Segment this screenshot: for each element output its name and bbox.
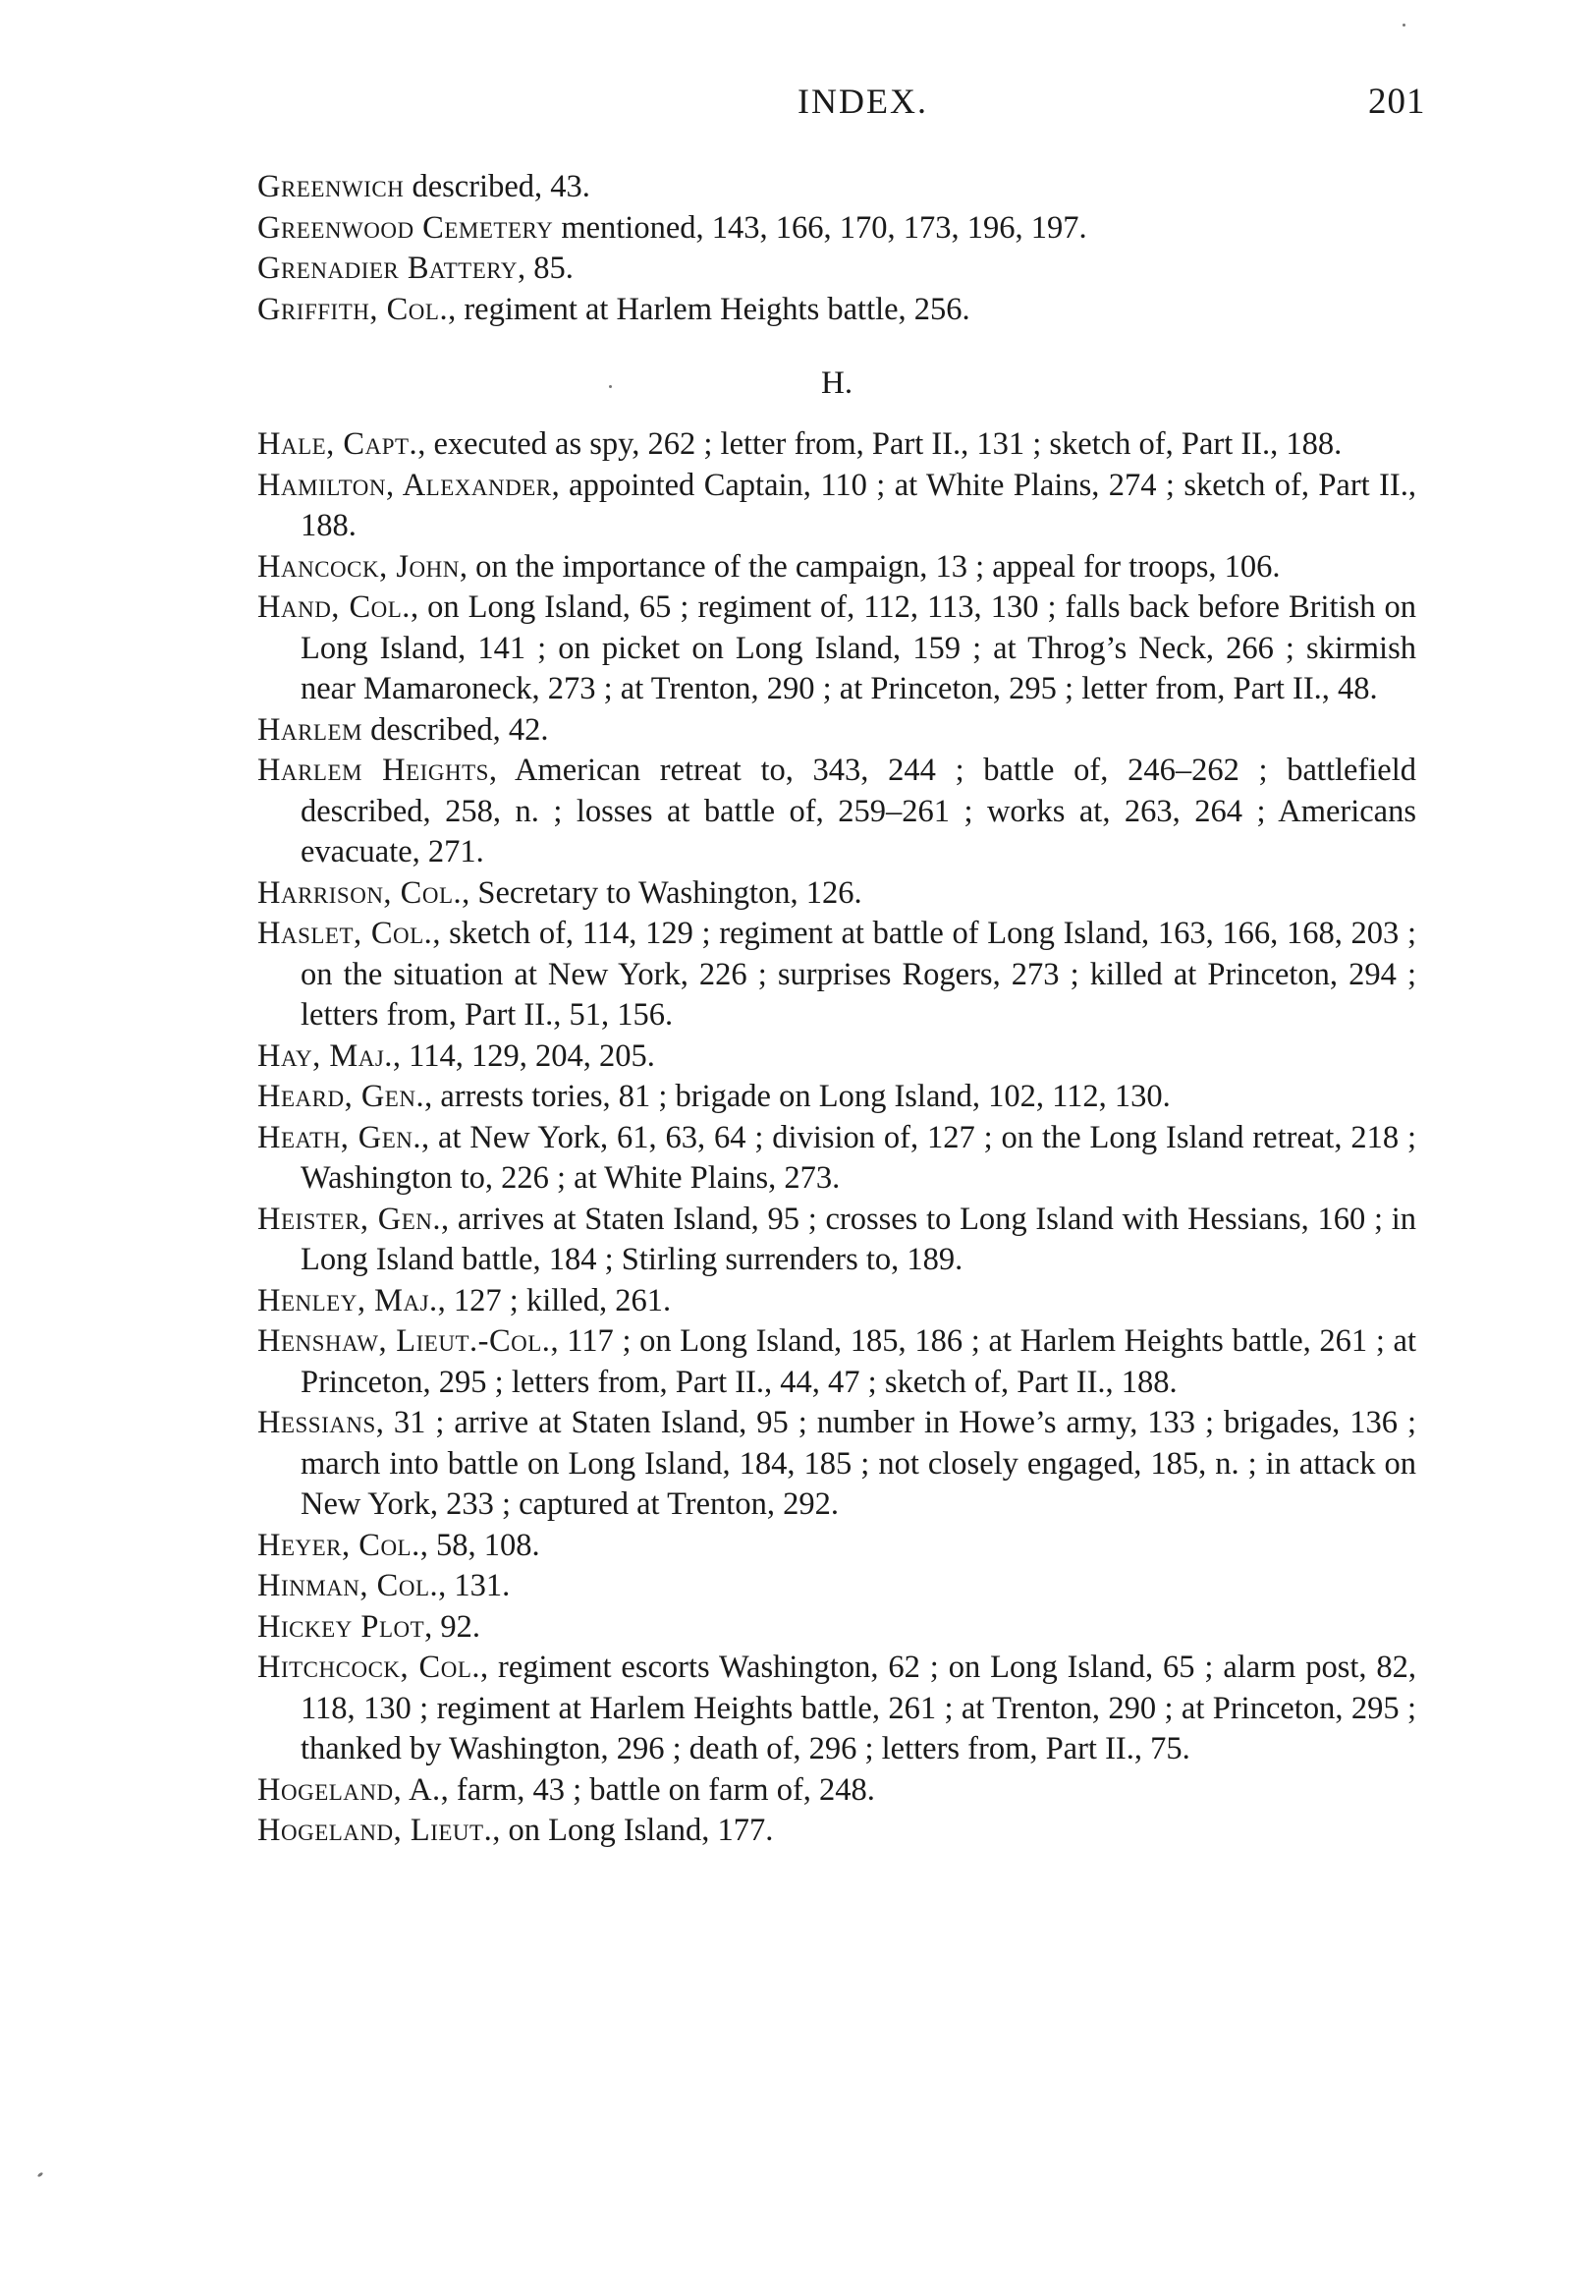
index-entry	[257, 208, 1416, 250]
entry-heading: Hamilton, Alexander	[257, 467, 552, 503]
index-entry	[257, 547, 1416, 588]
entry-heading: Heath, Gen.	[257, 1119, 422, 1155]
entry-heading: Hinman, Col.	[257, 1568, 439, 1603]
index-entry	[257, 1077, 1416, 1118]
entry-heading: Harlem	[257, 711, 362, 748]
index-entry	[257, 710, 1416, 752]
entry-text: mentioned, 143, 166, 170, 173, 196, 197.	[553, 209, 1087, 246]
entry-text: , 114, 129, 204, 205.	[392, 1037, 655, 1074]
entry-text: , on the importance of the campaign, 13 ; appeal for troops, 106.	[459, 548, 1281, 585]
paper-speck	[1403, 24, 1405, 27]
entry-heading: Griffith, Col.	[257, 291, 449, 327]
index-entry	[257, 290, 1416, 331]
entry-text: , 85.	[517, 251, 574, 286]
entry-text: , 92.	[424, 1608, 481, 1645]
entry-heading: Henshaw, Lieut.-Col.	[257, 1323, 551, 1359]
entry-text: , on Long Island, 65 ; regiment of, 112, 113, 130 ; falls back before British on Long Island, 141 ; on picket on Long Island, 159 ; at Throg’s Neck, 266 ; skirmish near Mamaroneck, 273 ; at Trenton, 290 ; at Princeton, 295 ; letter from, Part II., 48.	[301, 589, 1417, 706]
entry-text: , 131.	[438, 1568, 511, 1603]
index-entry	[257, 1403, 1416, 1526]
entry-text: , 127 ; killed, 261.	[437, 1282, 672, 1318]
entry-text: , on Long Island, 177.	[492, 1813, 774, 1848]
index-entry	[257, 1200, 1416, 1281]
entry-text: , 58, 108.	[419, 1527, 540, 1563]
section-letter: H.	[821, 365, 853, 401]
index-entry	[257, 1526, 1416, 1567]
entry-heading: Heister, Gen.	[257, 1201, 442, 1237]
entry-text: , 117 ; on Long Island, 185, 186 ; at Harlem Heights battle, 261 ; at Princeton, 295 ; letters from, Part II., 44, 47 ; sketch of, Part II., 188.	[301, 1323, 1417, 1400]
entry-heading: Hay, Maj.	[257, 1037, 393, 1074]
paper-speck	[609, 385, 612, 388]
index-entry	[257, 751, 1416, 873]
entry-text: , sketch of, 114, 129 ; regiment at battle of Long Island, 163, 166, 168, 203 ; on the situation at New York, 226 ; surprises Rogers, 273 ; killed at Princeton, 294 ; letters from, Part II., 51, 156.	[301, 916, 1416, 1033]
index-entry	[257, 466, 1416, 547]
index-entries-h	[257, 424, 1416, 1852]
entry-text: , American retreat to, 343, 244 ; battle of, 246–262 ; battlefield described, 258, n. ; losses at battle of, 259–261 ; works at, 263, 264 ; Americans evacuate, 271.	[301, 753, 1416, 869]
entry-text: , arrests tories, 81 ; brigade on Long Island, 102, 112, 130.	[424, 1079, 1171, 1114]
entry-text: , regiment at Harlem Heights battle, 256.	[448, 291, 970, 327]
entry-heading: Greenwood Cemetery	[257, 209, 554, 246]
entry-heading: Hickey Plot	[257, 1608, 425, 1645]
index-entry	[257, 1321, 1416, 1403]
index-entry	[257, 1648, 1416, 1770]
entry-heading: Hitchcock, Col.	[257, 1650, 481, 1685]
index-entry	[257, 249, 1416, 290]
index-entry	[257, 873, 1416, 915]
running-head	[0, 81, 1596, 130]
entry-text: , 31 ; arrive at Staten Island, 95 ; number in Howe’s army, 133 ; brigades, 136 ; march into battle on Long Island, 184, 185 ; not closely engaged, 185, n. ; in attack on New York, 233 ; captured at Trenton, 292.	[301, 1405, 1416, 1522]
entry-text: , arrives at Staten Island, 95 ; crosses to Long Island with Hessians, 160 ; in Long Island battle, 184 ; Stirling surrenders to, 189.	[301, 1201, 1416, 1277]
entry-heading: Grenadier Battery	[257, 251, 518, 286]
entry-heading: Hogeland, A.	[257, 1771, 441, 1808]
index-entry	[257, 424, 1416, 466]
index-entry	[257, 1566, 1416, 1607]
entry-heading: Hessians	[257, 1405, 376, 1440]
entry-text: described, 43.	[404, 169, 590, 204]
index-entry	[257, 1036, 1416, 1078]
entry-heading: Henley, Maj.	[257, 1282, 438, 1318]
entry-heading: Hogeland, Lieut.	[257, 1813, 493, 1848]
index-entry	[257, 914, 1416, 1036]
entry-text: , regiment escorts Washington, 62 ; on Long Island, 65 ; alarm post, 82, 118, 130 ; regiment at Harlem Heights battle, 261 ; at Trenton, 290 ; at Princeton, 295 ; thanked by Washington, 296 ; death of, 296 ; letters from, Part II., 75.	[301, 1650, 1417, 1766]
entry-text: , at New York, 61, 63, 64 ; division of, 127 ; on the Long Island retreat, 218 ; Washington to, 226 ; at White Plains, 273.	[301, 1119, 1417, 1196]
index-entry	[257, 167, 1416, 208]
running-title: INDEX.	[798, 82, 928, 121]
entry-text: , farm, 43 ; battle on farm of, 248.	[440, 1771, 875, 1808]
index-entry	[257, 1118, 1416, 1200]
index-entry	[257, 1607, 1416, 1649]
entry-heading: Harrison, Col.	[257, 874, 463, 911]
entry-heading: Heard, Gen.	[257, 1079, 425, 1114]
paper-speck	[37, 2172, 44, 2178]
entry-heading: Heyer, Col.	[257, 1527, 420, 1563]
entry-text: described, 42.	[361, 711, 549, 748]
entry-heading: Hale, Capt.	[257, 426, 418, 462]
index-entry	[257, 1811, 1416, 1852]
entry-heading: Greenwich	[257, 169, 405, 204]
entry-text: , Secretary to Washington, 126.	[462, 874, 862, 911]
index-entries-g	[257, 167, 1416, 330]
entry-text: , appointed Captain, 110 ; at White Plains, 274 ; sketch of, Part II., 188.	[301, 467, 1416, 543]
entry-heading: Haslet, Col.	[257, 916, 433, 951]
index-entry	[257, 1770, 1416, 1812]
page-number: 201	[1368, 82, 1426, 122]
entry-text: , executed as spy, 262 ; letter from, Part II., 131 ; sketch of, Part II., 188.	[417, 426, 1343, 462]
entry-heading: Harlem Heights	[257, 753, 489, 788]
entry-heading: Hancock, John	[257, 548, 460, 585]
index-entry	[257, 588, 1416, 710]
entry-heading: Hand, Col.	[257, 589, 411, 625]
index-entry	[257, 1281, 1416, 1322]
